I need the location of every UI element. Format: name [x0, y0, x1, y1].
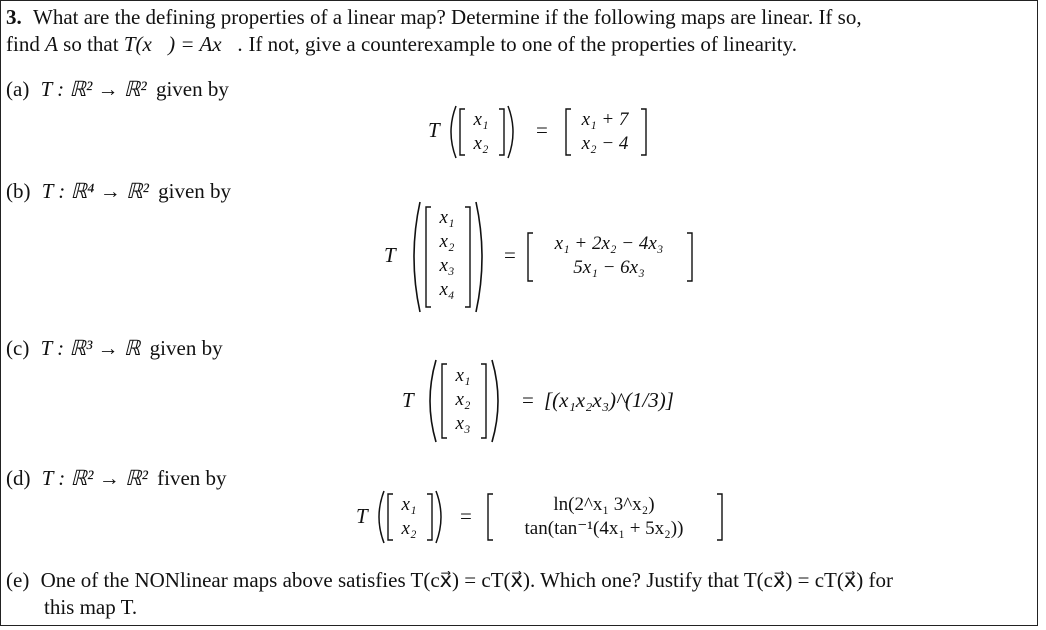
- equals-sign: =: [522, 388, 534, 412]
- part-e-label: (e): [6, 568, 30, 592]
- part-e-line1: [6, 567, 893, 594]
- part-b-map: T : ℝ⁴ → ℝ²: [41, 179, 149, 203]
- equals-sign: =: [536, 118, 548, 142]
- input-entry: x₂: [473, 133, 489, 154]
- output-expression: [(x₁x₂x₃)^(1/3)]: [544, 388, 674, 412]
- input-entry: x₃: [439, 255, 455, 276]
- equals-sign: =: [460, 504, 472, 528]
- part-d-equation: [356, 489, 736, 545]
- linear-form: T(x⃗) = Ax⃗.: [123, 32, 244, 56]
- problem-number: 3.: [6, 5, 22, 29]
- output-entry: x₁ + 2x₂ − 4x₃: [554, 233, 664, 254]
- input-entry: x₂: [455, 389, 471, 410]
- part-d-label: (d): [6, 466, 31, 490]
- equals-sign: =: [504, 243, 516, 267]
- part-b-label: (b): [6, 179, 31, 203]
- output-entry: 5x₁ − 6x₃: [573, 257, 645, 278]
- part-a-label: (a): [6, 77, 30, 101]
- part-e-line2: this map T.: [44, 595, 138, 619]
- part-b-heading: (b) T : ℝ⁴ → ℝ² given by: [6, 179, 232, 203]
- output-entry: x₂ − 4: [581, 133, 629, 154]
- part-c-label: (c): [6, 336, 30, 360]
- part-c-map: T : ℝ³ → ℝ: [40, 336, 141, 360]
- part-e-question: One of the NONlinear maps above satisfies T(cx⃗) = cT(x⃗). Which one? Justify that T(cx⃗) = cT(x⃗) for: [40, 568, 894, 592]
- part-d-map: T : ℝ² → ℝ²: [41, 466, 148, 490]
- part-c-equation: [402, 358, 702, 444]
- T-symbol: T: [384, 243, 396, 267]
- input-entry: x₁: [439, 207, 455, 228]
- input-entry: x₁: [455, 365, 471, 386]
- input-entry: x₃: [455, 413, 471, 434]
- problem-statement-line2: find A so that T(x⃗) = Ax⃗. If not, give a counterexample to one of the properties of linearity.: [6, 32, 797, 56]
- output-entry: x₁ + 7: [581, 109, 629, 130]
- part-a-equation: [428, 104, 658, 160]
- T-symbol: T: [428, 118, 440, 142]
- part-a-heading: (a) T : ℝ² → ℝ² given by: [6, 77, 229, 101]
- T-symbol: T: [356, 504, 368, 528]
- output-entry: ln(2^x₁ 3^x₂): [553, 494, 655, 515]
- part-b-equation: [384, 200, 714, 314]
- part-d-heading: (d) T : ℝ² → ℝ² fiven by: [6, 466, 227, 490]
- input-entry: x₁: [401, 494, 417, 515]
- problem-statement-line1: [6, 4, 862, 31]
- input-entry: x₂: [439, 231, 455, 252]
- part-c-heading: (c) T : ℝ³ → ℝ given by: [6, 336, 223, 360]
- input-entry: x₄: [439, 279, 455, 300]
- input-entry: x₂: [401, 518, 417, 539]
- input-entry: x₁: [473, 109, 489, 130]
- part-a-map: T : ℝ² → ℝ²: [40, 77, 147, 101]
- problem-question: What are the defining properties of a linear map? Determine if the following maps are linear. If so,: [33, 5, 862, 29]
- T-symbol: T: [402, 388, 414, 412]
- output-entry: tan(tan⁻¹(4x₁ + 5x₂)): [524, 518, 684, 539]
